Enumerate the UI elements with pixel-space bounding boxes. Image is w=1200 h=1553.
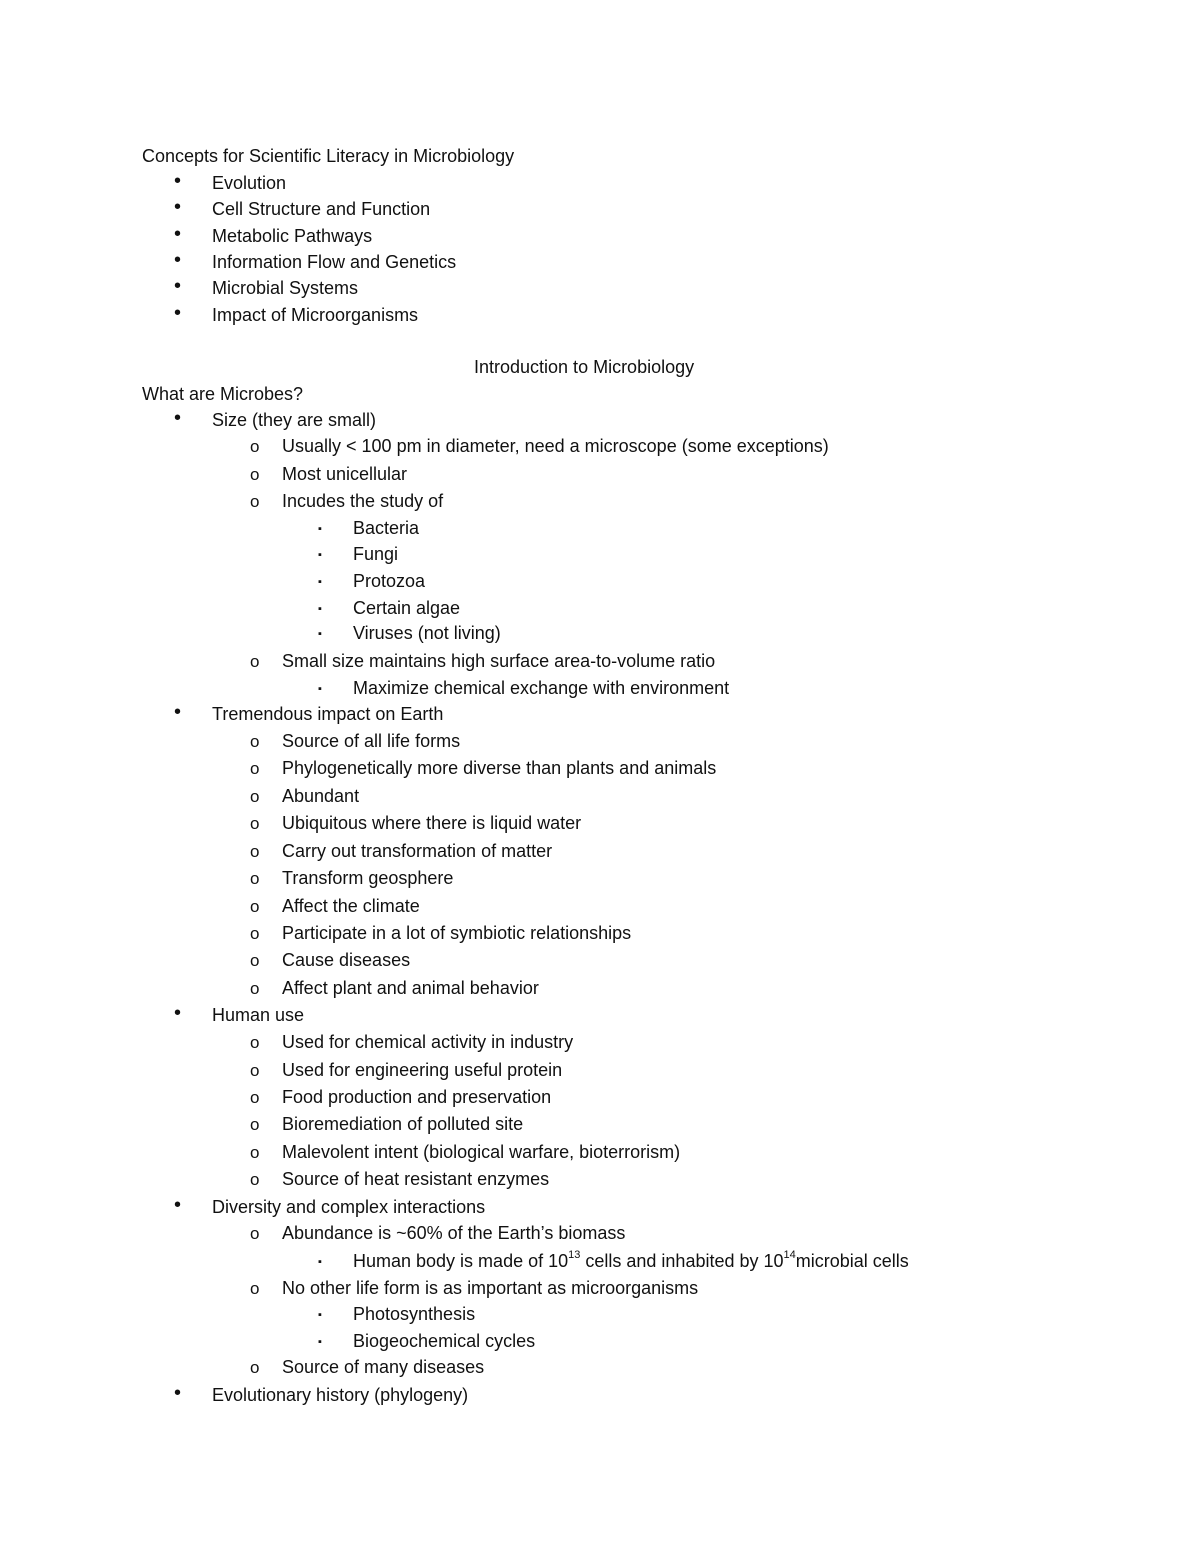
outline-subitem: Ubiquitous where there is liquid water [282, 813, 582, 833]
outline-subitem: Source of heat resistant enzymes [282, 1169, 550, 1189]
outline-item: Diversity and complex interactions [212, 1197, 486, 1217]
outline-item: Tremendous impact on Earth [212, 704, 444, 724]
outline-subitem: Incudes the study of [282, 491, 444, 511]
human-body-text-3: microbial cells [795, 1251, 909, 1271]
circle-marker: o [250, 652, 260, 671]
circle-marker: o [250, 1088, 260, 1107]
outline-subsubitem: Maximize chemical exchange with environment [353, 678, 730, 698]
outline-subitem: Phylogenetically more diverse than plants and animals [282, 758, 717, 778]
outline-subitem: Source of many diseases [282, 1357, 485, 1377]
outline-subitem: Malevolent intent (biological warfare, bioterrorism) [282, 1142, 681, 1162]
concept-item: Impact of Microorganisms [212, 305, 419, 325]
concept-item: Microbial Systems [212, 278, 359, 298]
circle-marker: o [250, 1033, 260, 1052]
outline-item: Human use [212, 1005, 305, 1025]
circle-marker: o [250, 842, 260, 861]
outline-subitem: Usually < 100 pm in diameter, need a microscope (some exceptions) [282, 436, 829, 456]
outline-subitem: Source of all life forms [282, 731, 461, 751]
square-marker: ▪ [318, 628, 322, 640]
human-body-text-1: Human body is made of 10 [353, 1251, 569, 1271]
bullet-marker: • [174, 1194, 182, 1216]
circle-marker: o [250, 1279, 260, 1298]
circle-marker: o [250, 787, 260, 806]
concept-item: Evolution [212, 173, 287, 193]
circle-marker: o [250, 1224, 260, 1243]
outline-subitem: Abundant [282, 786, 360, 806]
square-marker: ▪ [318, 1336, 322, 1348]
bullet-marker: • [174, 223, 182, 245]
outline-subitem: Carry out transformation of matter [282, 841, 553, 861]
concept-item: Cell Structure and Function [212, 199, 431, 219]
outline-subitem: Participate in a lot of symbiotic relationships [282, 923, 632, 943]
outline-subitem: Affect the climate [282, 896, 420, 916]
outline-subitem: No other life form is as important as microorganisms [282, 1278, 699, 1298]
circle-marker: o [250, 979, 260, 998]
square-marker: ▪ [318, 523, 322, 535]
circle-marker: o [250, 951, 260, 970]
circle-marker: o [250, 1143, 260, 1162]
outline-item: Size (they are small) [212, 410, 377, 430]
outline-subsubitem: Photosynthesis [353, 1304, 476, 1324]
circle-marker: o [250, 897, 260, 916]
circle-marker: o [250, 814, 260, 833]
bullet-marker: • [174, 275, 182, 297]
outline-subitem: Affect plant and animal behavior [282, 978, 539, 998]
outline-subitem: Used for chemical activity in industry [282, 1032, 574, 1052]
outline-subitem: Bioremediation of polluted site [282, 1114, 524, 1134]
outline-subsubitem: Bacteria [353, 518, 420, 538]
outline-subitem: Abundance is ~60% of the Earth’s biomass [282, 1223, 626, 1243]
outline-subsubitem: Viruses (not living) [353, 623, 501, 643]
circle-marker: o [250, 437, 260, 456]
bullet-marker: • [174, 302, 182, 324]
bullet-marker: • [174, 170, 182, 192]
outline-subsubitem-human-body [353, 1250, 909, 1272]
outline-subitem: Food production and preservation [282, 1087, 552, 1107]
square-marker: ▪ [318, 549, 322, 561]
square-marker: ▪ [318, 1256, 322, 1268]
intro-title: Introduction to Microbiology [474, 357, 695, 377]
square-marker: ▪ [318, 1309, 322, 1321]
outline-subitem: Transform geosphere [282, 868, 454, 888]
bullet-marker: • [174, 407, 182, 429]
circle-marker: o [250, 759, 260, 778]
circle-marker: o [250, 492, 260, 511]
circle-marker: o [250, 732, 260, 751]
circle-marker: o [250, 465, 260, 484]
outline-subsubitem: Biogeochemical cycles [353, 1331, 536, 1351]
circle-marker: o [250, 1170, 260, 1189]
outline-subitem: Used for engineering useful protein [282, 1060, 563, 1080]
concepts-title: Concepts for Scientific Literacy in Microbiology [142, 146, 515, 166]
exponent-14: 14 [783, 1249, 796, 1261]
circle-marker: o [250, 1358, 260, 1377]
bullet-marker: • [174, 1002, 182, 1024]
circle-marker: o [250, 869, 260, 888]
bullet-marker: • [174, 196, 182, 218]
square-marker: ▪ [318, 683, 322, 695]
concept-item: Metabolic Pathways [212, 226, 373, 246]
outline-subsubitem: Fungi [353, 544, 399, 564]
circle-marker: o [250, 1115, 260, 1134]
circle-marker: o [250, 1061, 260, 1080]
bullet-marker: • [174, 701, 182, 723]
exponent-13: 13 [568, 1249, 581, 1261]
square-marker: ▪ [318, 576, 322, 588]
bullet-marker: • [174, 249, 182, 271]
outline-subitem: Small size maintains high surface area-to-volume ratio [282, 651, 716, 671]
outline-subitem: Cause diseases [282, 950, 411, 970]
concept-item: Information Flow and Genetics [212, 252, 457, 272]
outline-subitem: Most unicellular [282, 464, 408, 484]
circle-marker: o [250, 924, 260, 943]
outline-subsubitem: Protozoa [353, 571, 426, 591]
outline-subsubitem: Certain algae [353, 598, 461, 618]
outline-item: Evolutionary history (phylogeny) [212, 1385, 469, 1405]
square-marker: ▪ [318, 603, 322, 615]
human-body-text-2: cells and inhabited by 10 [580, 1251, 784, 1271]
intro-question: What are Microbes? [142, 384, 304, 404]
bullet-marker: • [174, 1382, 182, 1404]
